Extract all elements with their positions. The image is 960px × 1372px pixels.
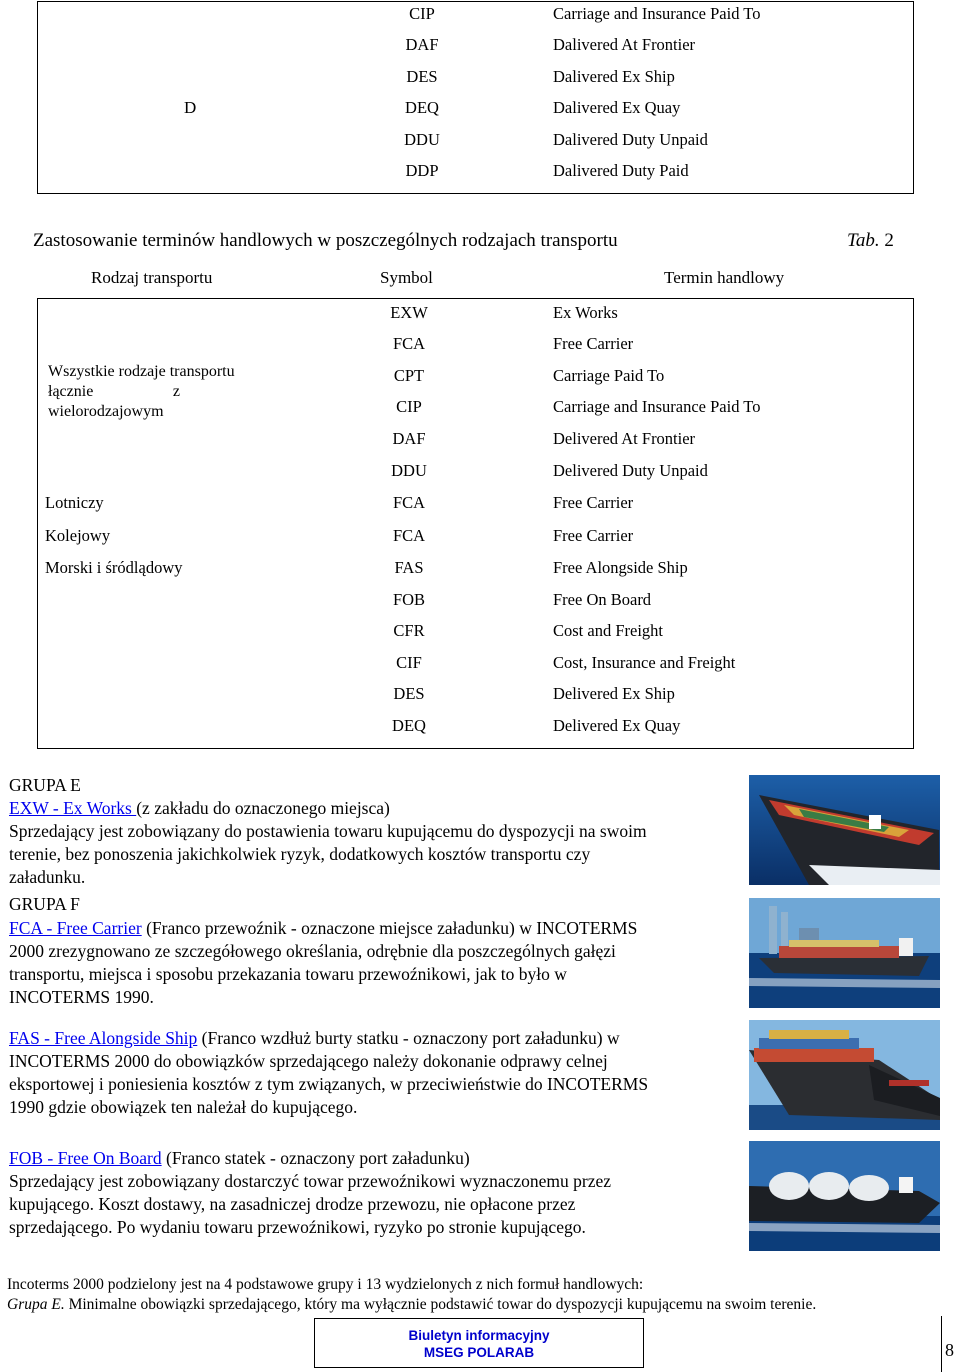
- fas-line: eksportowej i poniesienia kosztów z tym związanych, w przeciwieństwie do INCOTERMS: [9, 1074, 649, 1094]
- tab-word: Tab.: [847, 230, 880, 251]
- exw-heading: [9, 797, 390, 820]
- t2-term: Delivered At Frontier: [553, 429, 696, 448]
- all-modes-line2a: łącznie: [48, 383, 94, 400]
- t2-term: Delivered Ex Ship: [553, 684, 675, 703]
- group-f-heading: GRUPA F: [9, 894, 80, 914]
- lng-tanker-photo: [749, 1141, 940, 1251]
- rail-term: Free Carrier: [553, 526, 634, 545]
- all-modes-line1: Wszystkie rodzaje transportu: [48, 363, 235, 380]
- t2-symbol: CPT: [393, 366, 425, 385]
- fob-link[interactable]: FOB - Free On Board: [9, 1148, 162, 1168]
- t1-symbol: CIP: [409, 4, 435, 23]
- header-transport: Rodzaj transportu: [91, 268, 213, 287]
- fas-link[interactable]: FAS - Free Alongside Ship: [9, 1028, 198, 1048]
- t2-symbol: DAF: [392, 429, 426, 448]
- t2-symbol: FOB: [392, 590, 426, 609]
- t2-symbol: DDU: [391, 461, 427, 480]
- group-label-d: D: [184, 98, 197, 117]
- fca-link[interactable]: FCA - Free Carrier: [9, 918, 142, 938]
- t1-symbol: DES: [406, 67, 438, 86]
- t2-symbol: DEQ: [392, 716, 426, 735]
- container-ship-photo-3: [749, 1020, 940, 1130]
- exw-rest: (z zakładu do oznaczonego miejsca): [136, 798, 390, 818]
- fob-line: kupującego. Koszt dostawy, na zasadniczej drodze przewozu, nie opłacone przez: [9, 1194, 576, 1214]
- t2-term: Ex Works: [553, 303, 618, 322]
- badge-line-2: MSEG POLARAB: [423, 1345, 535, 1360]
- t1-symbol: DEQ: [405, 98, 439, 117]
- exw-line: Sprzedający jest zobowiązany do postawienia towaru kupującemu do dyspozycji na swoim: [9, 821, 647, 841]
- t1-term: Dalivered At Frontier: [553, 35, 696, 54]
- header-term: Termin handlowy: [664, 268, 785, 287]
- fca-line: 2000 zrezygnowano ze szczegółowego określania, odrębnie dla poszczególnych gałęzi: [9, 941, 616, 961]
- t2-term: Cost, Insurance and Freight: [553, 653, 736, 672]
- t2-symbol: FAS: [394, 558, 424, 577]
- air-label: Lotniczy: [45, 493, 104, 512]
- fas-heading: [9, 1027, 620, 1050]
- fca-line: transportu, miejsca i sposobu przekazania towaru przewoźnikowi, jak to było w: [9, 964, 567, 984]
- all-modes-line2b: z: [172, 383, 180, 400]
- container-ship-photo-2: [749, 898, 940, 1008]
- t2-term: Delivered Ex Quay: [553, 716, 681, 735]
- fob-rest: (Franco statek - oznaczony port załadunku): [161, 1148, 470, 1168]
- all-modes-label: [48, 362, 258, 422]
- fca-rest: (Franco przewoźnik - oznaczone miejsce załadunku) w INCOTERMS: [141, 918, 638, 938]
- t1-term: Carriage and Insurance Paid To: [553, 4, 761, 23]
- air-symbol: FCA: [392, 493, 426, 512]
- t1-term: Dalivered Ex Ship: [553, 67, 675, 86]
- t1-symbol: DDU: [404, 130, 440, 149]
- t1-term: Dalivered Duty Unpaid: [553, 130, 708, 149]
- t2-term: Cost and Freight: [553, 621, 663, 640]
- transport-terms-table: [37, 298, 914, 749]
- fob-line: Sprzedający jest zobowiązany dostarczyć towar przewoźnikowi wyznaczonemu przez: [9, 1171, 612, 1191]
- fca-line: INCOTERMS 1990.: [9, 987, 154, 1007]
- incoterms-group-d-table: [37, 1, 914, 194]
- bulletin-badge: [314, 1318, 644, 1368]
- t2-symbol: CIF: [396, 653, 422, 672]
- fca-heading: [9, 917, 637, 940]
- group-e-heading: GRUPA E: [9, 775, 81, 795]
- t1-symbol: DDP: [405, 161, 439, 180]
- page-number: 8: [945, 1340, 954, 1360]
- rail-label: Kolejowy: [45, 526, 111, 545]
- t1-symbol: DAF: [405, 35, 439, 54]
- t2-term: Carriage Paid To: [553, 366, 665, 385]
- t2-term: Free Alongside Ship: [553, 558, 688, 577]
- air-term: Free Carrier: [553, 493, 634, 512]
- sea-label: Morski i śródlądowy: [45, 558, 183, 577]
- t2-term: Free On Board: [553, 590, 652, 609]
- t2-term: Delivered Duty Unpaid: [553, 461, 708, 480]
- footer-line-1: Incoterms 2000 podzielony jest na 4 podstawowe grupy i 13 wydzielonych z nich formuł handlowych:: [7, 1276, 644, 1293]
- t2-symbol: EXW: [390, 303, 428, 322]
- fas-rest: (Franco wzdłuż burty statku - oznaczony port załadunku) w: [197, 1028, 620, 1048]
- all-modes-line2: [48, 382, 180, 402]
- footer-line-2-rest: Minimalne obowiązki sprzedającego, który ma wyłącznie podstawić towar do dyspozycji kupującemu na swoim terenie.: [64, 1296, 817, 1313]
- exw-line: terenie, bez ponoszenia jakichkolwiek ryzyk, dodatkowych kosztów transportu czy: [9, 844, 591, 864]
- table-number: [847, 230, 894, 252]
- container-ship-photo-1: [749, 775, 940, 885]
- t2-symbol: CFR: [393, 621, 425, 640]
- exw-line: załadunku.: [9, 867, 86, 887]
- fob-line: sprzedającego. Po wydaniu towaru przewoźnikowi, ryzyko po stronie kupującego.: [9, 1217, 586, 1237]
- table-caption: Zastosowanie terminów handlowych w poszczególnych rodzajach transportu: [33, 230, 618, 251]
- fas-line: 1990 gdzie obowiązek ten należał do kupującego.: [9, 1097, 358, 1117]
- footer-line-2: [7, 1296, 816, 1314]
- header-symbol: Symbol: [380, 268, 433, 287]
- t2-symbol: FCA: [392, 334, 426, 353]
- tab-number-value: 2: [884, 230, 894, 251]
- t2-term: Carriage and Insurance Paid To: [553, 397, 761, 416]
- all-modes-line3: wielorodzajowym: [48, 403, 164, 420]
- t2-term: Free Carrier: [553, 334, 634, 353]
- t2-symbol: CIP: [396, 397, 422, 416]
- fob-heading: [9, 1147, 470, 1170]
- t1-term: Dalivered Ex Quay: [553, 98, 681, 117]
- badge-line-1: Biuletyn informacyjny: [408, 1328, 550, 1343]
- page-number-divider: [941, 1316, 942, 1372]
- t2-symbol: DES: [393, 684, 425, 703]
- footer-grupa-e: Grupa E.: [7, 1296, 65, 1313]
- t1-term: Dalivered Duty Paid: [553, 161, 689, 180]
- exw-link[interactable]: EXW - Ex Works: [9, 798, 137, 818]
- fas-line: INCOTERMS 2000 do obowiązków sprzedającego należy dokonanie odprawy celnej: [9, 1051, 608, 1071]
- rail-symbol: FCA: [392, 526, 426, 545]
